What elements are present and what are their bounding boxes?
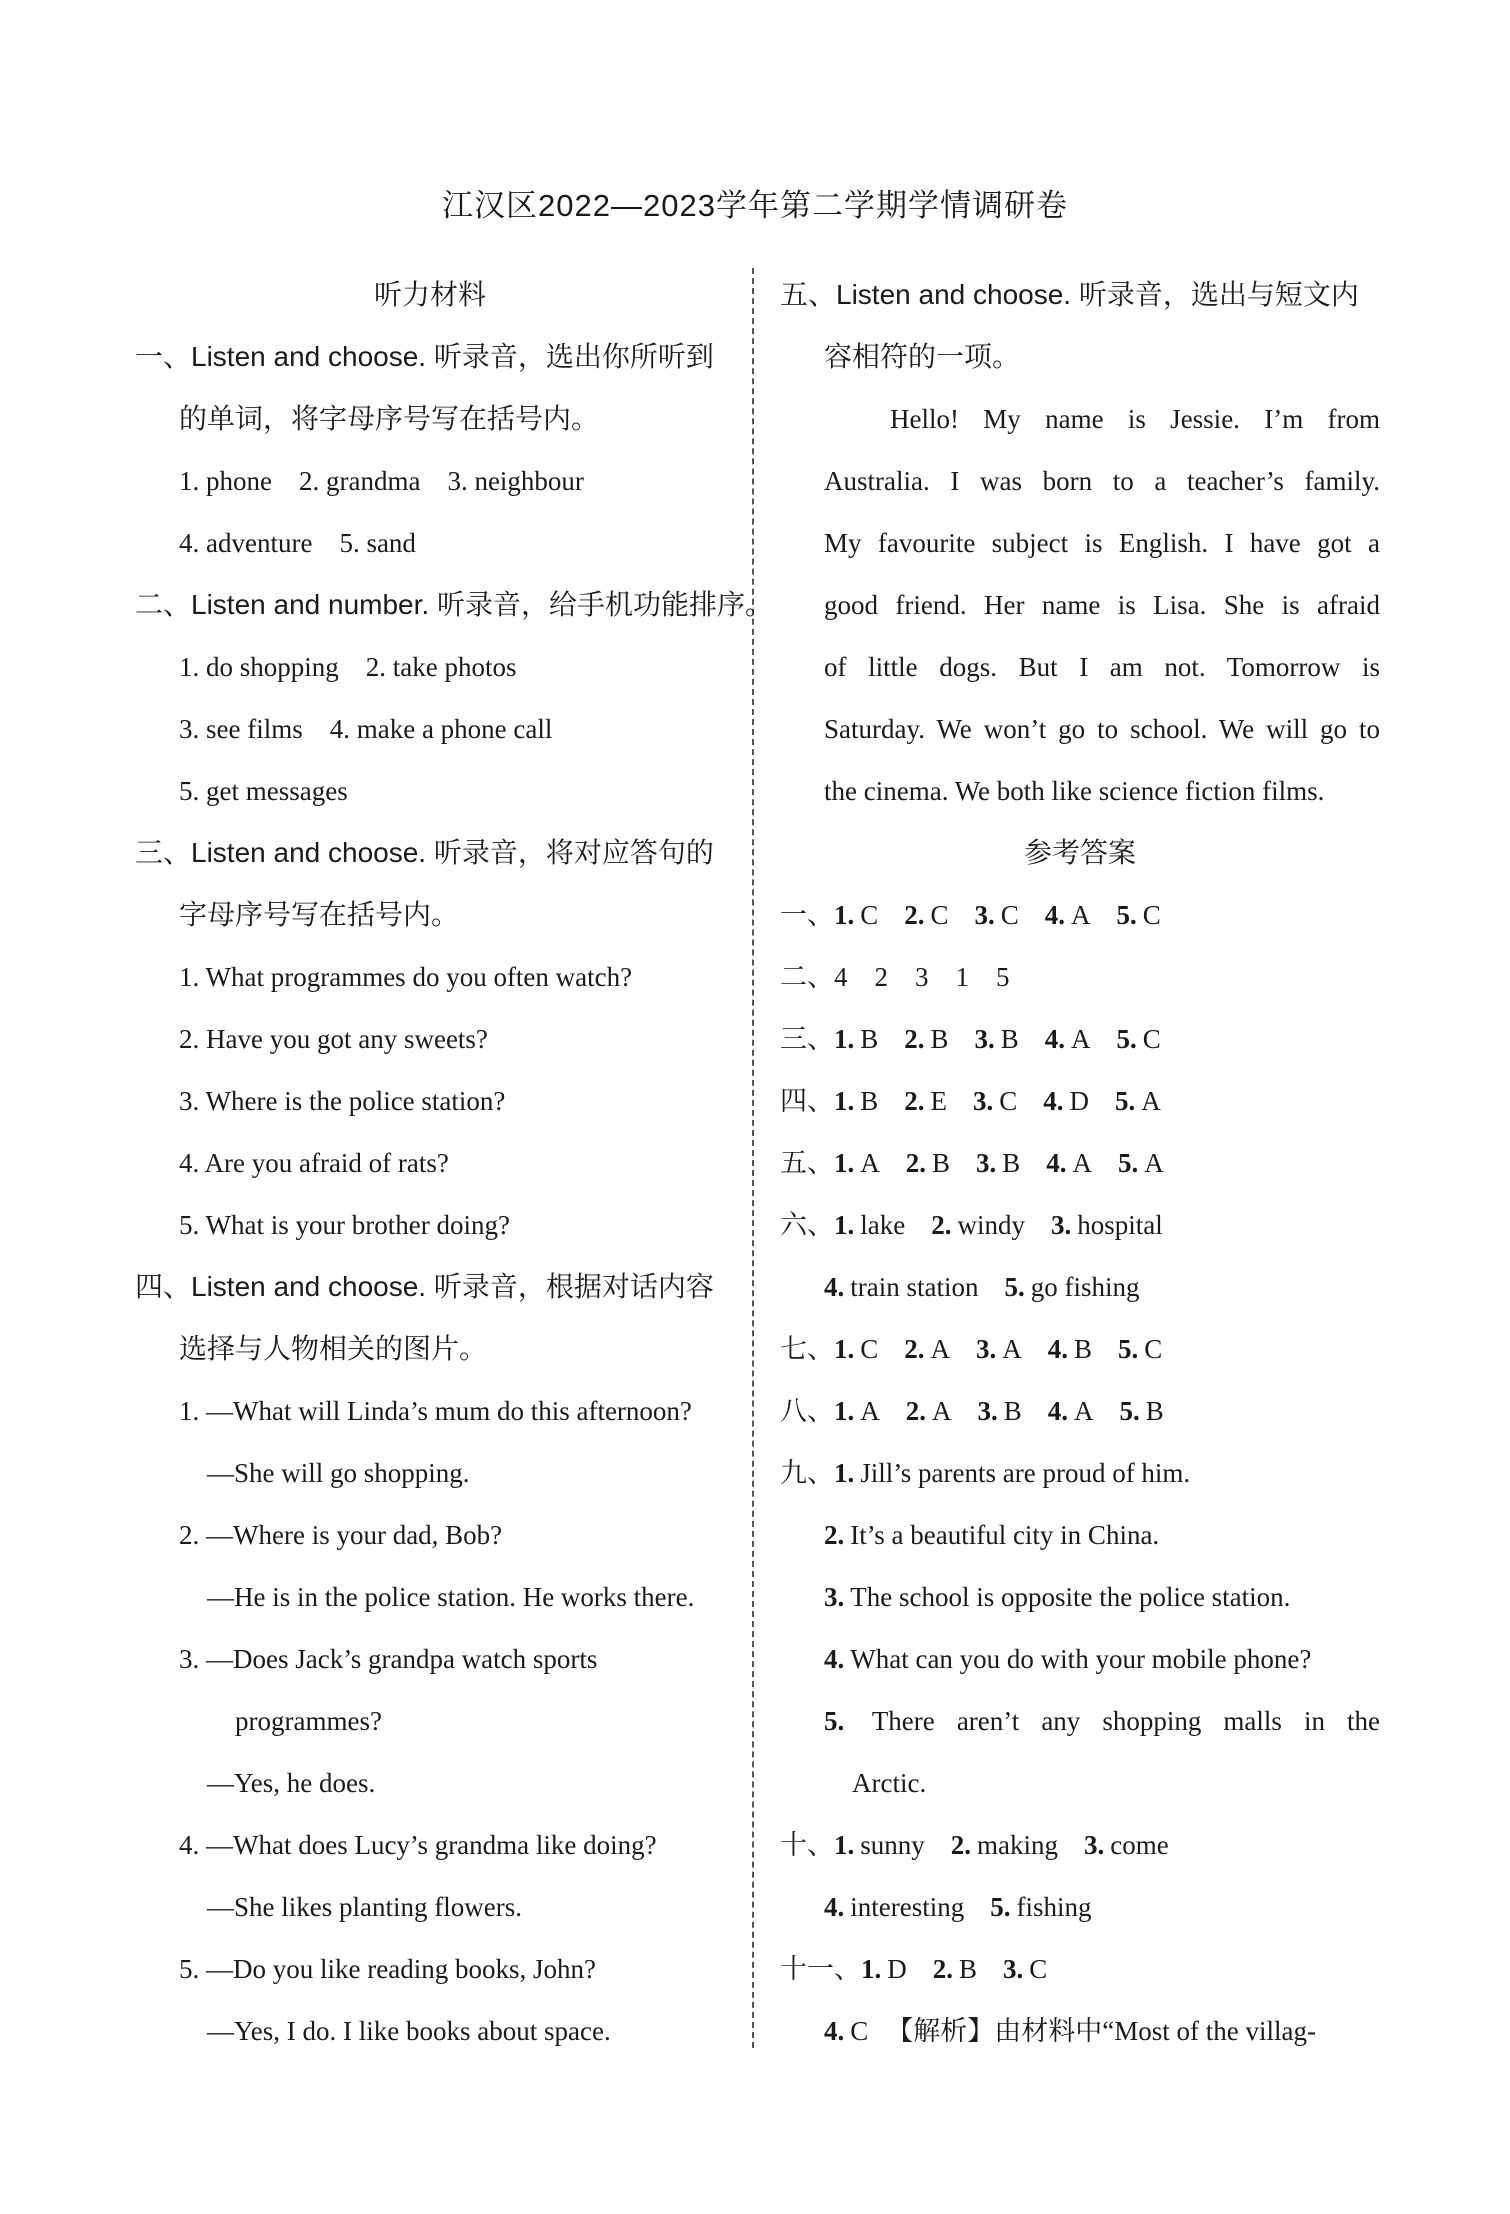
answer-item [1118, 1318, 1162, 1380]
answer-value: B [1002, 1148, 1021, 1178]
answer-number: 2. [904, 1024, 925, 1054]
answer-item [1043, 1070, 1089, 1132]
section-4-title: 四、Listen and choose. 听录音，根据对话内容 [135, 1271, 714, 1302]
right-column [780, 264, 1380, 2062]
answer-number: 5. [824, 1706, 845, 1736]
answer-item [824, 1256, 978, 1318]
answer-number: 1. [834, 1396, 855, 1426]
answer-item [1045, 884, 1091, 946]
dialogue-line: 3. —Does Jack’s grandpa watch sports [179, 1644, 598, 1674]
answer-item [931, 1194, 1025, 1256]
answer-prefix: 三、 [780, 1024, 834, 1054]
answer-row [780, 1132, 1380, 1194]
answer-prefix: 八、 [780, 1396, 834, 1426]
answer-number: 4. [1044, 900, 1066, 930]
answer-value: C [1142, 1024, 1161, 1054]
section-3-question: 3. Where is the police station? [179, 1086, 506, 1116]
answer-value: fishing [1016, 1892, 1092, 1922]
answer-item [1003, 1938, 1047, 2000]
dialogue-line: —Yes, he does. [207, 1768, 376, 1798]
dialogue-line: —He is in the police station. He works there. [207, 1582, 695, 1612]
answer-number: 5. [1119, 1396, 1140, 1426]
answer-number: 3. [1050, 1210, 1072, 1240]
answer-value: D [1069, 1086, 1090, 1116]
answers-heading: 参考答案 [1023, 837, 1136, 868]
answer-item [834, 1814, 925, 1876]
answer-item [1117, 884, 1161, 946]
answer-value: A [1144, 1148, 1164, 1178]
answer-value: A [930, 1334, 951, 1364]
dialogue-line: —She will go shopping. [207, 1458, 470, 1488]
dialogue-line: 1. —What will Linda’s mum do this afternoon? [179, 1396, 692, 1426]
answer-sentence: Arctic. [852, 1768, 927, 1798]
answer-number: 2. [932, 1954, 953, 1984]
answer-row [780, 1566, 1380, 1628]
answer-value: C [930, 900, 949, 930]
section-3-title: 三、Listen and choose. 听录音，将对应答句的 [135, 837, 714, 868]
answer-item [975, 884, 1019, 946]
section-2-title: 二、Listen and number. 听录音，给手机功能排序。 [135, 589, 773, 620]
dialogue-line: —She likes planting flowers. [207, 1892, 522, 1922]
answer-number: 3. [976, 1334, 997, 1364]
answer-item [834, 884, 878, 946]
answer-value: B [860, 1086, 879, 1116]
answer-value: A [860, 1148, 880, 1178]
answer-item [978, 1380, 1022, 1442]
answer-value: A [1002, 1334, 1022, 1364]
answer-number: 5. [1116, 900, 1137, 930]
answer-number: 5. [1004, 1272, 1025, 1302]
dialogue-line: 5. —Do you like reading books, John? [179, 1954, 596, 1984]
answer-number: 4. [1047, 1334, 1069, 1364]
answer-item [1051, 1194, 1163, 1256]
answer-number: 1. [834, 1148, 855, 1178]
answer-value: D [887, 1954, 907, 1984]
answer-letter: C [850, 2016, 869, 2046]
answer-prefix: 九、 [780, 1458, 834, 1488]
answer-value: train station [850, 1272, 979, 1302]
answer-number: 2. [905, 1396, 926, 1426]
section-3-question: 1. What programmes do you often watch? [179, 962, 633, 992]
answer-item [990, 1876, 1091, 1938]
answer-row [780, 1194, 1380, 1256]
passage-line: good friend. Her name is Lisa. She is afraid [824, 590, 1380, 620]
section-1-instruction: 的单词，将字母序号写在括号内。 [179, 403, 600, 434]
answer-value: C [999, 1086, 1018, 1116]
answer-value: A [1074, 1396, 1094, 1426]
answer-sentence: Jill’s parents are proud of him. [860, 1458, 1191, 1488]
answer-item [904, 1070, 947, 1132]
answer-row [780, 946, 1380, 1008]
answer-item [1004, 1256, 1139, 1318]
answer-value: B [959, 1954, 978, 1984]
answer-item [1046, 1132, 1092, 1194]
answer-number: 2. [824, 1520, 845, 1550]
passage-line: Saturday. We won’t go to school. We will go to [824, 714, 1380, 744]
section-3-instruction: 字母序号写在括号内。 [179, 899, 460, 930]
answer-value: come [1110, 1830, 1169, 1860]
answer-row [780, 1752, 1380, 1814]
dialogue-line: programmes? [235, 1706, 382, 1736]
listening-heading: 听力材料 [373, 279, 486, 310]
answer-number: 5. [1116, 1024, 1137, 1054]
answer-prefix: 十、 [780, 1830, 834, 1860]
answer-row [780, 1876, 1380, 1938]
answer-item [834, 1380, 880, 1442]
answer-value: A [1072, 1148, 1093, 1178]
answer-number: 3. [977, 1396, 998, 1426]
answer-number: 4. [824, 1644, 845, 1674]
answer-value: B [1074, 1334, 1093, 1364]
section-3-question: 2. Have you got any sweets? [179, 1024, 488, 1054]
answer-value: A [932, 1396, 952, 1426]
answer-row [780, 2000, 1380, 2062]
answer-item [975, 1008, 1019, 1070]
passage-line: of little dogs. But I am not. Tomorrow is [824, 652, 1380, 682]
answer-item [904, 884, 948, 946]
answer-item [1120, 1380, 1164, 1442]
page-title: 江汉区2022—2023学年第二学期学情调研卷 [442, 188, 1068, 223]
answer-value: interesting [850, 1892, 965, 1922]
answer-number: 3. [974, 900, 995, 930]
answer-value: B [860, 1024, 879, 1054]
answer-prefix: 七、 [780, 1334, 834, 1364]
answer-value: A [1141, 1086, 1161, 1116]
answer-number: 3. [1003, 1954, 1024, 1984]
answer-prefix: 十一、 [780, 1954, 861, 1984]
answer-value: A [1071, 900, 1091, 930]
answer-item [834, 1070, 878, 1132]
answer-row [780, 1256, 1380, 1318]
answer-number: 4. [824, 2016, 845, 2046]
answer-row [780, 884, 1380, 946]
answer-item [834, 1132, 880, 1194]
answer-value: A [860, 1396, 880, 1426]
answer-note: 【解析】由材料中“Most of the villag- [886, 2016, 1316, 2046]
answer-sentence: There aren’t any shopping malls in the [871, 1706, 1380, 1736]
answer-item [1084, 1814, 1169, 1876]
answer-number: 4. [824, 1892, 845, 1922]
answer-sequence: 4 2 3 1 5 [834, 962, 1010, 992]
answer-item [973, 1070, 1017, 1132]
section-1-items: 1. phone 2. grandma 3. neighbour [179, 466, 584, 496]
answer-item [904, 1008, 948, 1070]
answer-item [933, 1938, 977, 2000]
section-1-title: 一、Listen and choose. 听录音，选出你所听到 [135, 341, 714, 372]
answer-number: 2. [950, 1830, 972, 1860]
answer-row [780, 1938, 1380, 2000]
answer-number: 1. [861, 1954, 882, 1984]
section-2-items: 5. get messages [179, 776, 348, 806]
answer-number: 2. [905, 1148, 926, 1178]
answer-row [780, 1690, 1380, 1752]
section-5-instruction: 容相符的一项。 [824, 341, 1021, 372]
answer-value: C [860, 900, 879, 930]
answer-value: lake [860, 1210, 906, 1240]
answer-number: 1. [834, 1458, 855, 1488]
answer-number: 3. [824, 1582, 845, 1612]
passage-line: My favourite subject is English. I have got a [824, 528, 1380, 558]
answer-prefix: 一、 [780, 900, 834, 930]
dialogue-line: 4. —What does Lucy’s grandma like doing? [179, 1830, 657, 1860]
answer-sentence: It’s a beautiful city in China. [850, 1520, 1160, 1550]
answer-item [906, 1132, 950, 1194]
answer-prefix: 六、 [780, 1210, 834, 1240]
answer-row [780, 1008, 1380, 1070]
answer-item [824, 1876, 964, 1938]
answer-value: C [1142, 900, 1161, 930]
answer-item [1118, 1132, 1164, 1194]
answer-value: A [1071, 1024, 1091, 1054]
answer-value: B [1000, 1024, 1019, 1054]
answer-row [780, 1380, 1380, 1442]
left-column [135, 264, 773, 2062]
answer-item [951, 1814, 1058, 1876]
passage-line: Australia. I was born to a teacher’s family. [824, 466, 1380, 496]
answer-prefix: 四、 [780, 1086, 834, 1116]
answer-prefix: 二、 [780, 962, 834, 992]
section-1-items: 4. adventure 5. sand [179, 528, 416, 558]
answer-number: 4. [1046, 1148, 1067, 1178]
answer-value: B [1145, 1396, 1164, 1426]
answer-item [904, 1318, 950, 1380]
answer-value: B [1003, 1396, 1022, 1426]
answer-value: making [977, 1830, 1059, 1860]
answer-number: 2. [904, 1086, 925, 1116]
answer-item [976, 1318, 1022, 1380]
answer-number: 1. [834, 1024, 855, 1054]
answer-number: 3. [976, 1148, 997, 1178]
answer-item [1045, 1008, 1091, 1070]
answer-number: 4. [824, 1272, 845, 1302]
answer-number: 4. [1043, 1086, 1064, 1116]
answer-row [780, 1442, 1380, 1504]
answer-number: 2. [931, 1210, 952, 1240]
answer-value: C [1144, 1334, 1163, 1364]
answer-number: 2. [904, 1334, 925, 1364]
answer-number: 2. [904, 900, 925, 930]
answer-item [976, 1132, 1020, 1194]
answer-row [780, 1070, 1380, 1132]
answer-value: hospital [1077, 1210, 1163, 1240]
answer-item [861, 1938, 907, 2000]
passage-line: Hello! My name is Jessie. I’m from [890, 404, 1380, 434]
answer-value: E [930, 1086, 948, 1116]
answer-item [1115, 1070, 1161, 1132]
section-3-question: 4. Are you afraid of rats? [179, 1148, 449, 1178]
passage-line: the cinema. We both like science fiction films. [824, 776, 1325, 806]
answer-number: 5. [990, 1892, 1011, 1922]
column-divider [752, 268, 754, 2048]
answer-value: go fishing [1030, 1272, 1140, 1302]
answer-value: C [860, 1334, 879, 1364]
answer-number: 5. [1118, 1148, 1139, 1178]
answer-value: windy [957, 1210, 1025, 1240]
answer-value: C [1000, 900, 1019, 930]
answer-item [906, 1380, 952, 1442]
answer-number: 4. [1047, 1396, 1069, 1426]
answer-value: B [932, 1148, 951, 1178]
section-3-question: 5. What is your brother doing? [179, 1210, 510, 1240]
answer-number: 5. [1115, 1086, 1136, 1116]
answer-row [780, 1814, 1380, 1876]
answer-number: 3. [1084, 1830, 1105, 1860]
answer-value: B [930, 1024, 949, 1054]
answer-item [1048, 1380, 1094, 1442]
dialogue-line: —Yes, I do. I like books about space. [207, 2016, 611, 2046]
section-2-items: 1. do shopping 2. take photos [179, 652, 517, 682]
answer-number: 4. [1044, 1024, 1066, 1054]
answer-value: sunny [860, 1830, 925, 1860]
answer-item [834, 1194, 905, 1256]
answer-value: C [1029, 1954, 1048, 1984]
dialogue-line: 2. —Where is your dad, Bob? [179, 1520, 503, 1550]
answer-number: 1. [834, 900, 855, 930]
answer-item [834, 1318, 878, 1380]
answer-number: 3. [974, 1024, 995, 1054]
answer-prefix: 五、 [780, 1148, 834, 1178]
answer-number: 1. [834, 1086, 855, 1116]
answer-sentence: The school is opposite the police station. [850, 1582, 1291, 1612]
section-5-title: 五、Listen and choose. 听录音，选出与短文内 [780, 279, 1359, 310]
section-2-items: 3. see films 4. make a phone call [179, 714, 553, 744]
answer-number: 1. [834, 1830, 855, 1860]
answer-item [1048, 1318, 1092, 1380]
answer-item [834, 1008, 878, 1070]
answer-item [1117, 1008, 1161, 1070]
answer-number: 1. [834, 1334, 855, 1364]
answer-row [780, 1318, 1380, 1380]
answer-row [780, 1628, 1380, 1690]
answer-number: 1. [834, 1210, 855, 1240]
section-4-instruction: 选择与人物相关的图片。 [179, 1333, 488, 1364]
answer-sentence: What can you do with your mobile phone? [850, 1644, 1312, 1674]
answer-number: 5. [1118, 1334, 1139, 1364]
answer-row [780, 1504, 1380, 1566]
answer-number: 3. [973, 1086, 994, 1116]
